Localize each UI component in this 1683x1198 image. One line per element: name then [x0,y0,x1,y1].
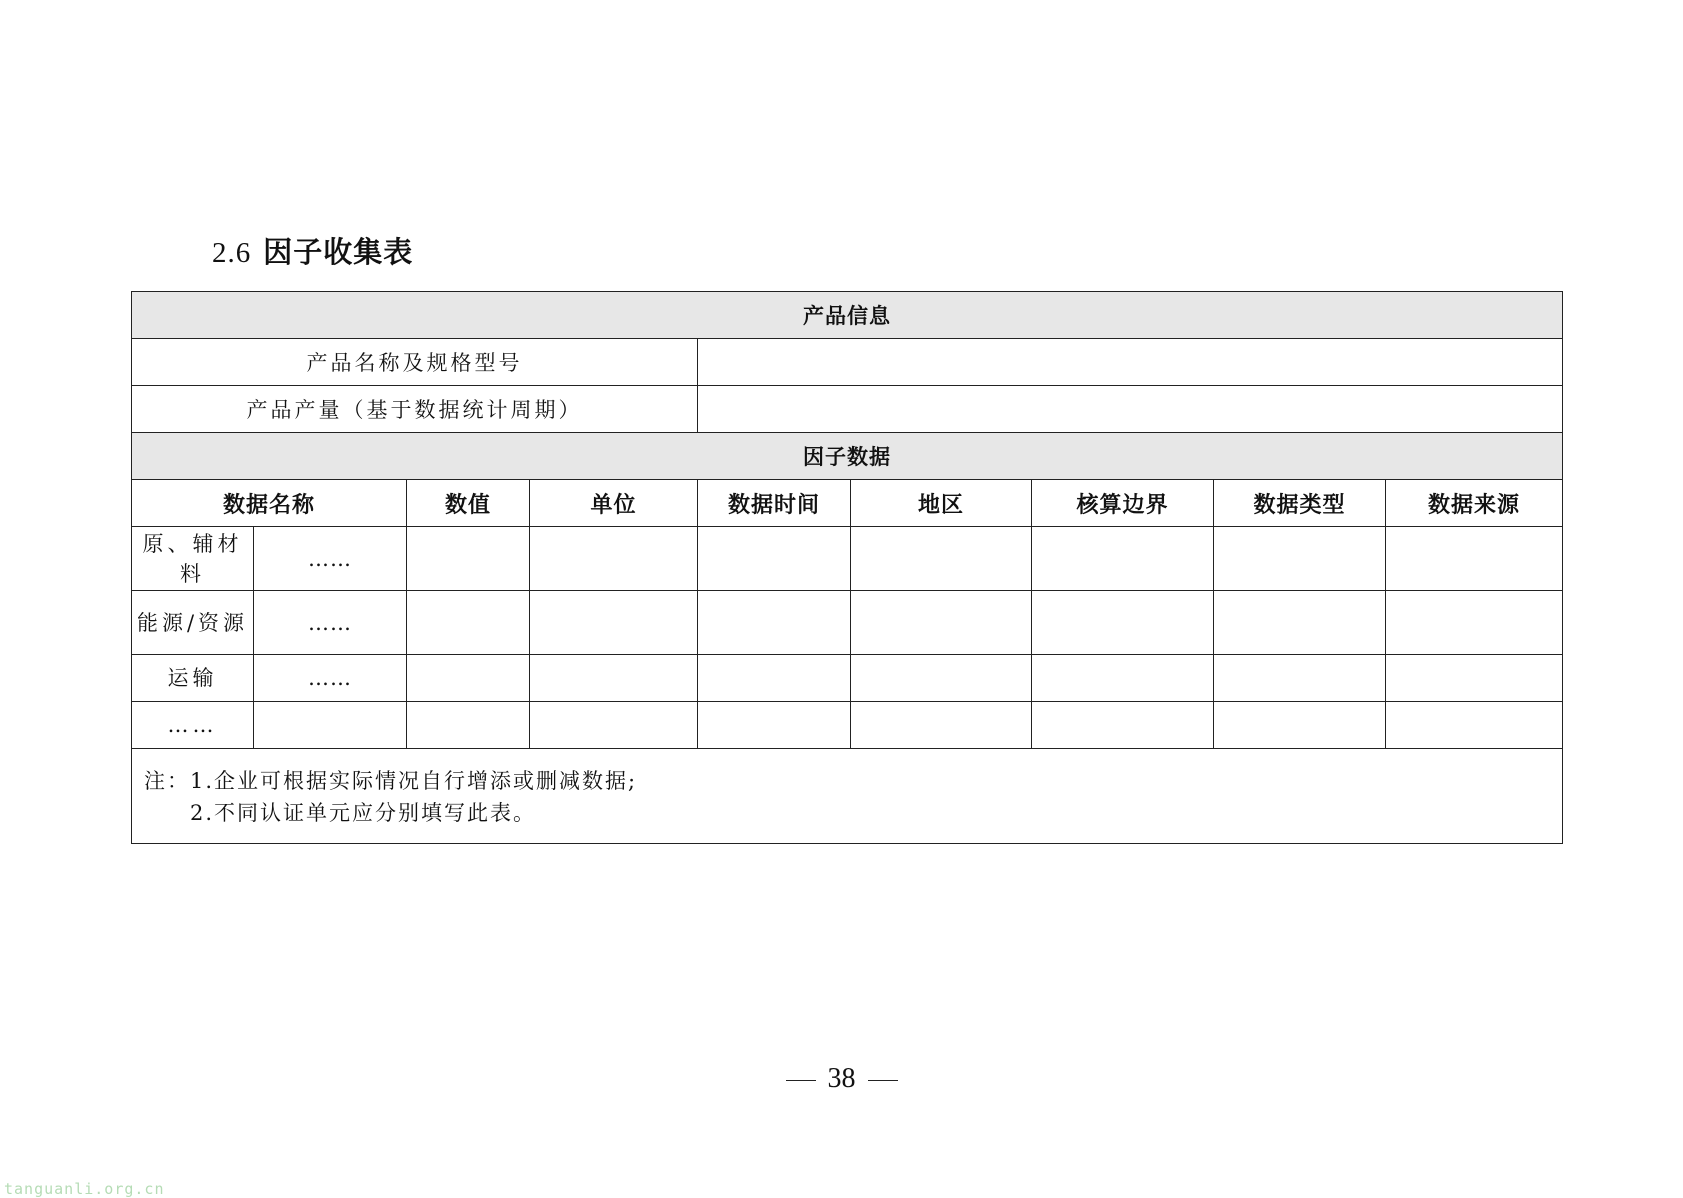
col-header-value: 数值 [407,480,530,527]
column-header-row [132,480,1563,527]
empty-cell[interactable] [698,655,851,702]
empty-cell[interactable] [407,655,530,702]
empty-cell[interactable] [530,702,698,749]
col-header-unit: 单位 [530,480,698,527]
table-row [132,591,1563,655]
empty-cell[interactable] [851,591,1032,655]
page-number-dash-left [786,1080,816,1081]
col-header-region: 地区 [851,480,1032,527]
section-title [212,230,413,271]
product-info-header: 产品信息 [132,292,1563,339]
empty-cell[interactable] [1032,591,1214,655]
row-category: 能源/资源 [132,591,254,655]
empty-cell[interactable] [1386,702,1563,749]
row-item: …… [254,591,407,655]
product-output-label: 产品产量（基于数据统计周期） [132,386,698,433]
empty-cell[interactable] [1386,591,1563,655]
row-item: …… [254,527,407,591]
row-item [254,702,407,749]
empty-cell[interactable] [407,702,530,749]
page-number-dash-right [868,1080,898,1081]
factor-data-header: 因子数据 [132,433,1563,480]
empty-cell[interactable] [530,591,698,655]
table-row [132,655,1563,702]
product-name-value[interactable] [698,339,1563,386]
product-output-value[interactable] [698,386,1563,433]
empty-cell[interactable] [1032,527,1214,591]
empty-cell[interactable] [851,702,1032,749]
row-category: 运输 [132,655,254,702]
empty-cell[interactable] [698,527,851,591]
empty-cell[interactable] [851,527,1032,591]
row-category: …… [132,702,254,749]
empty-cell[interactable] [407,591,530,655]
empty-cell[interactable] [1386,527,1563,591]
empty-cell[interactable] [407,527,530,591]
empty-cell[interactable] [530,527,698,591]
product-row [132,386,1563,433]
page-number-text: 38 [827,1063,856,1094]
table-row [132,527,1563,591]
table-row [132,702,1563,749]
page-number [0,1063,1683,1095]
note-row [132,749,1563,844]
note-line-1: 注：1.企业可根据实际情况自行增添或删减数据; [144,769,638,793]
col-header-data-name: 数据名称 [132,480,407,527]
col-header-data-type: 数据类型 [1214,480,1386,527]
product-name-label: 产品名称及规格型号 [132,339,698,386]
empty-cell[interactable] [1386,655,1563,702]
empty-cell[interactable] [530,655,698,702]
empty-cell[interactable] [851,655,1032,702]
row-item: …… [254,655,407,702]
col-header-boundary: 核算边界 [1032,480,1214,527]
empty-cell[interactable] [1214,591,1386,655]
note-line-2: 2.不同认证单元应分别填写此表。 [190,801,537,825]
empty-cell[interactable] [698,702,851,749]
empty-cell[interactable] [698,591,851,655]
empty-cell[interactable] [1214,702,1386,749]
product-row [132,339,1563,386]
watermark: tanguanli.org.cn [4,1180,165,1198]
empty-cell[interactable] [1214,655,1386,702]
note-cell [132,749,1563,844]
empty-cell[interactable] [1032,702,1214,749]
col-header-data-source: 数据来源 [1386,480,1563,527]
row-category: 原、辅材料 [132,527,254,591]
empty-cell[interactable] [1032,655,1214,702]
col-header-data-time: 数据时间 [698,480,851,527]
section-title-text: 因子收集表 [263,235,414,269]
factor-collection-table [131,291,1563,844]
section-number: 2.6 [212,237,252,269]
empty-cell[interactable] [1214,527,1386,591]
